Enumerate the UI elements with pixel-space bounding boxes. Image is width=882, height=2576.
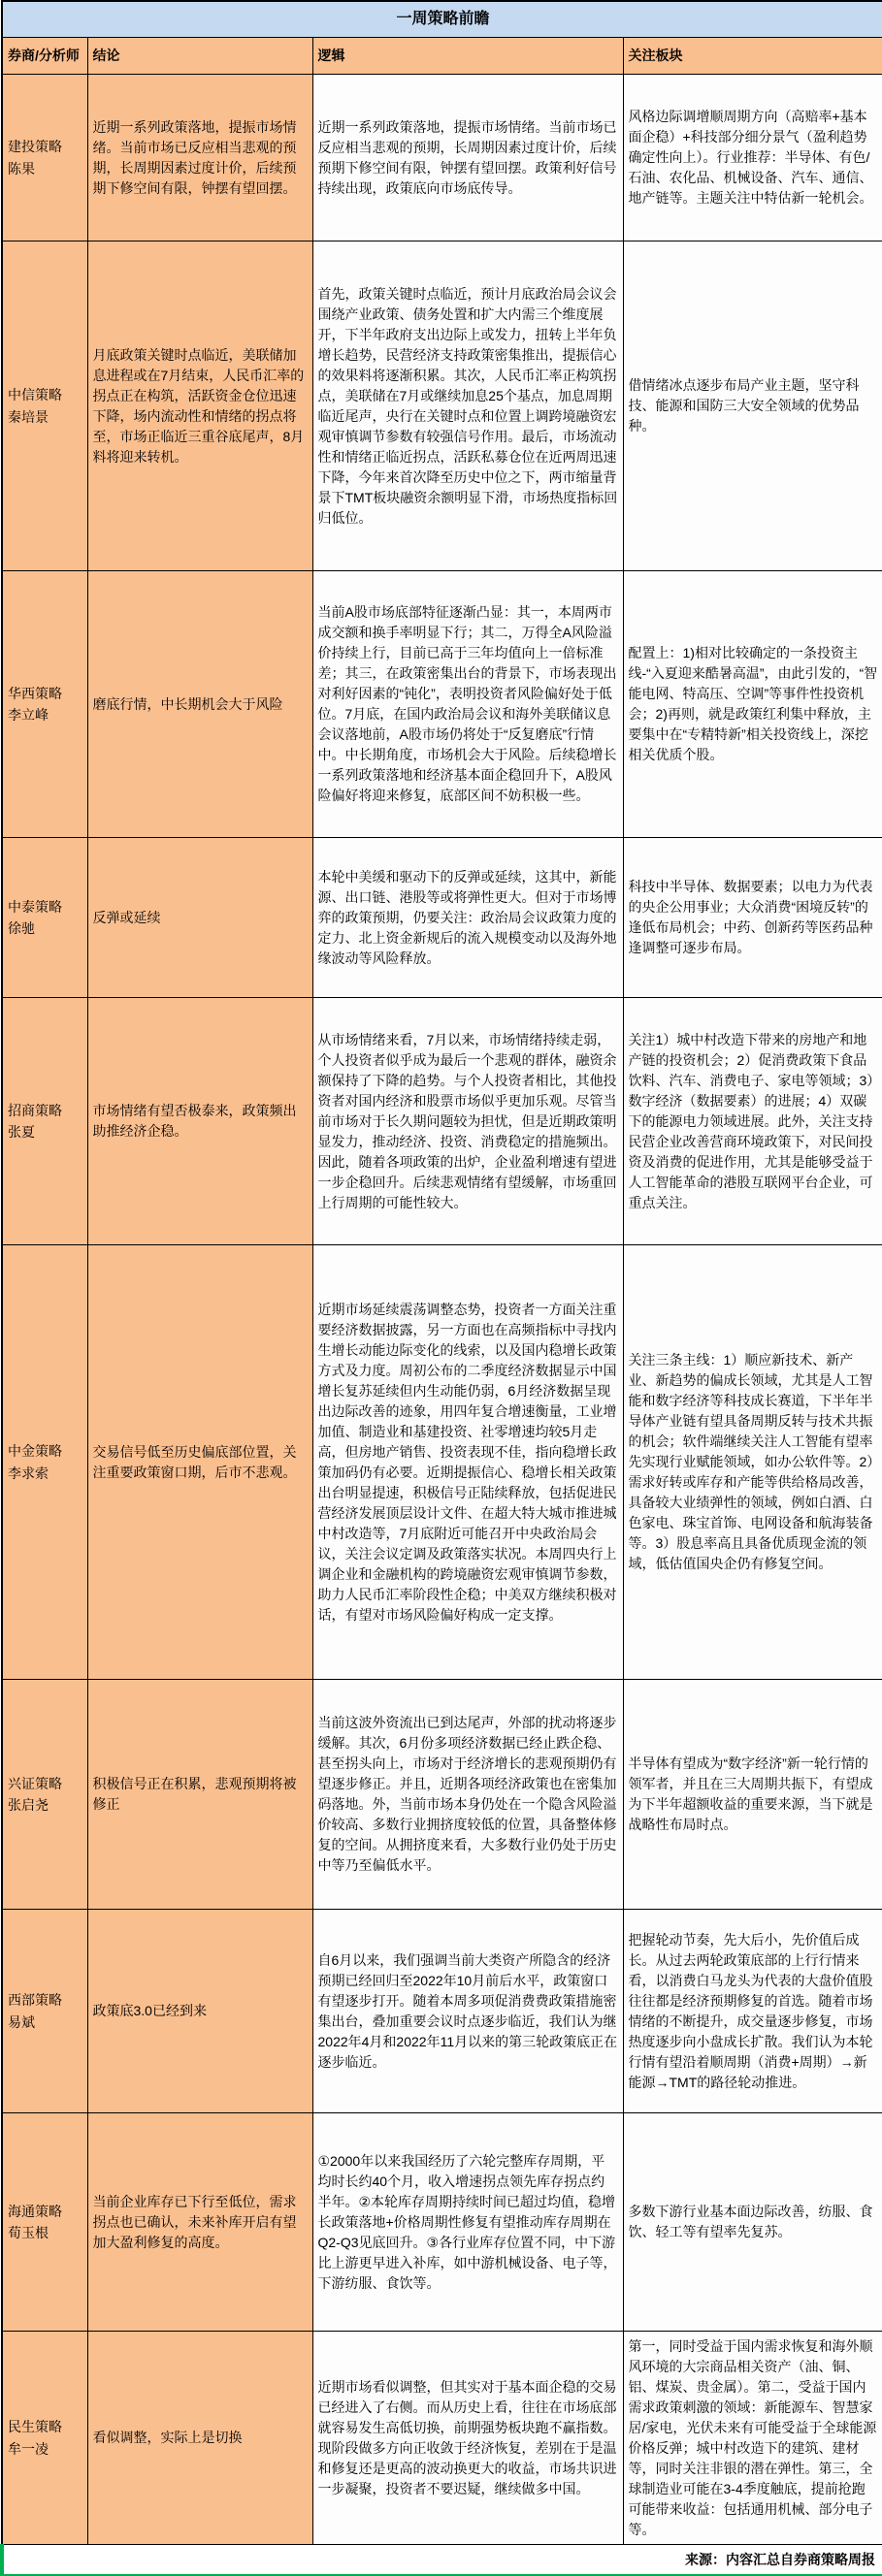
column-header-sectors: 关注板块: [623, 38, 882, 75]
analyst-name: 李求索: [8, 1465, 49, 1481]
broker-name: 海通策略: [8, 2203, 62, 2219]
sectors-cell: 多数下游行业基本面边际改善，纺服、食饮、轻工等有望率先复苏。: [623, 2113, 882, 2332]
logic-cell: 自6月以来，我们强调当前大类资产所隐含的经济预期已经回归至2022年10月前后水平，政策窗口有望逐步打开。随着本周多项促消费费政策措施密集出台，叠加重要会议时点逐步临近，我们认为继2022年4月和2022年11月以来的第三轮政策底正在逐步临近。: [312, 1910, 623, 2113]
analyst-name: 易斌: [8, 2013, 35, 2030]
logic-cell: 首先，政策关键时点临近，预计月底政治局会议会围绕产业政策、债务处置和扩大内需三个维度展开，下半年政府支出边际上或发力，扭转上半年负增长趋势，民营经济支持政策密集推出，提振信心的效果料将逐渐积累。其次，人民币汇率正构筑拐点，美联储在7月或继续加息25个基点，加息周期临近尾声，央行在关键时点和位置上调跨境融资宏观审慎调节参数有较强信号作用。最后，市场流动性和情绪正临近拐点，活跃私募仓位在近两周迅速下降，今年来首次降至历史中位之下，两市缩量背景下TMT板块融资余额明显下滑，市场热度指标回归低位。: [312, 242, 623, 571]
column-header-conclusion: 结论: [87, 38, 312, 75]
sectors-cell: 科技中半导体、数据要素；以电力为代表的央企公用事业；大众消费“困境反转”的逢低布局机会；中药、创新药等医药品种逢调整可逐步布局。: [623, 838, 882, 998]
sectors-cell: 把握轮动节奏，先大后小，先价值后成长。从过去两轮政策底部的上行行情来看，以消费白马龙头为代表的大盘价值股往往都是经济预期修复的首选。随着市场情绪的不断提升，成交量逐步修复，市场热度逐步向小盘成长扩散。我们认为本轮行情有望沿着顺周期（消费+周期）→新能源→TMT的路径轮动推进。: [623, 1910, 882, 2113]
conclusion-cell: 看似调整，实际上是切换: [87, 2332, 312, 2545]
sectors-cell: 风格边际调增顺周期方向（高赔率+基本面企稳）+科技部分细分景气（盈利趋势确定性向上）。行业推荐：半导体、有色/石油、农化品、机械设备、汽车、通信、地产链等。主题关注中特估新一轮机会。: [623, 75, 882, 242]
column-header-broker-analyst: 券商/分析师: [2, 38, 87, 75]
broker-analyst-cell: [2, 838, 87, 998]
conclusion-cell: 当前企业库存已下行至低位，需求拐点也已确认，未来补库开启有望加大盈利修复的高度。: [87, 2113, 312, 2332]
broker-analyst-cell: [2, 1910, 87, 2113]
table-row: [2, 571, 882, 838]
sectors-cell: 借情绪冰点逐步布局产业主题，坚守科技、能源和国防三大安全领域的优势品种。: [623, 242, 882, 571]
broker-name: 建投策略: [8, 139, 62, 155]
broker-name: 中信策略: [8, 387, 62, 403]
sectors-cell: 配置上：1)相对比较确定的一条投资主线-“入夏迎来酷暑高温”，由此引发的，“智能电网、特高压、空调”等事件性投资机会；2)再则，就是政策红利集中释放，主要集中在“专精特新”相关投资线上，深挖相关优质个股。: [623, 571, 882, 838]
conclusion-cell: 积极信号正在积累，悲观预期将被修正: [87, 1680, 312, 1910]
analyst-name: 张夏: [8, 1124, 35, 1140]
table-row: [2, 75, 882, 242]
broker-name: 中泰策略: [8, 898, 62, 915]
footer-row: [2, 2545, 882, 2576]
logic-cell: 当前A股市场底部特征逐渐凸显：其一，本周两市成交额和换手率明显下行；其二，万得全A风险溢价持续上行，目前已高于三年均值向上一倍标准差；其三，在政策密集出台的背景下，市场表现出对利好因素的“钝化”，表明投资者风险偏好处于低位。7月底，在国内政治局会议和海外美联储议息会议落地前，A股市场仍将处于“反复磨底”行情中。中长期角度，市场机会大于风险。后续稳增长一系列政策落地和经济基本面企稳回升下，A股风险偏好将迎来修复，底部区间不妨积极一些。: [312, 571, 623, 838]
analyst-name: 荀玉根: [8, 2225, 49, 2240]
sectors-cell: 第一，同时受益于国内需求恢复和海外顺风环境的大宗商品相关资产（油、铜、铝、煤炭、贵金属）。第二，受益于国内需求政策刺激的领域：新能源车、智慧家居/家电，光伏未来有可能受益于全球能源价格反弹；城中村改造下的建筑、建材等，同时关注非银的潜在弹性。第三，全球制造业可能在3-4季度触底，提前抢跑可能带来收益：包括通用机械、部分电子等。: [623, 2332, 882, 2545]
conclusion-cell: 磨底行情，中长期机会大于风险: [87, 571, 312, 838]
broker-name: 招商策略: [8, 1102, 62, 1118]
analyst-name: 牟一凌: [8, 2440, 49, 2457]
table-row: [2, 1910, 882, 2113]
table-row: [2, 242, 882, 571]
broker-name: 兴证策略: [8, 1775, 62, 1791]
header-row: [2, 38, 882, 75]
sectors-cell: 关注1）城中村改造下带来的房地产和地产链的投资机会；2）促消费政策下食品饮料、汽车、消费电子、家电等领域；3）数字经济（数据要素）的进展；4）双碳下的能源电力领域进展。此外，关注支持民营企业改善营商环境政策下，对民间投资及消费的促进作用，尤其是能够受益于人工智能革命的港股互联网平台企业，可重点关注。: [623, 998, 882, 1245]
logic-cell: 近期市场看似调整，但其实对于基本面企稳的交易已经进入了右侧。而从历史上看，往往在市场底部就容易发生高低切换，前期强势板块跑不赢指数。现阶段做多方向正收敛于经济恢复，差别在于是温和修复还是更高的波动换更大的收益，市场共识进一步凝聚，投资者不要迟疑，继续做多中国。: [312, 2332, 623, 2545]
broker-analyst-cell: [2, 75, 87, 242]
broker-analyst-cell: [2, 242, 87, 571]
analyst-name: 张启尧: [8, 1797, 49, 1813]
logic-cell: 当前这波外资流出已到达尾声，外部的扰动将逐步缓解。其次，6月份多项经济数据已经止跌企稳、甚至拐头向上，市场对于经济增长的悲观预期仍有望逐步修正。并且，近期各项经济政策也在密集加码落地。外，当前市场本身仍处在一个隐含风险溢价较高、多数行业拥挤度较低的位置，具备整体修复的空间。从拥挤度来看，大多数行业仍处于历史中等乃至偏低水平。: [312, 1680, 623, 1910]
logic-cell: 近期一系列政策落地，提振市场情绪。当前市场已反应相当悲观的预期，长周期因素过度计价，后续预期下修空间有限，钟摆有望回摆。政策利好信号持续出现，政策底向市场底传导。: [312, 75, 623, 242]
analyst-name: 秦培景: [8, 408, 49, 425]
logic-cell: 从市场情绪来看，7月以来，市场情绪持续走弱，个人投资者似乎成为最后一个悲观的群体，融资余额保持了下降的趋势。与个人投资者相比，其他投资者对国内经济和股票市场似乎更加乐观。尽管当前市场对于长久期问题较为担忧，但是近期政策明显发力，推动经济、投资、消费稳定的措施频出。因此，随着各项政策的出炉，企业盈利增速有望进一步企稳回升。后续悲观情绪有望缓解，市场重回上行周期的可能性较大。: [312, 998, 623, 1245]
analyst-name: 李立峰: [8, 707, 49, 723]
column-header-logic: 逻辑: [312, 38, 623, 75]
broker-analyst-cell: [2, 571, 87, 838]
conclusion-cell: 政策底3.0已经到来: [87, 1910, 312, 2113]
conclusion-cell: 近期一系列政策落地，提振市场情绪。当前市场已反应相当悲观的预期，长周期因素过度计价，后续预期下修空间有限，钟摆有望回摆。: [87, 75, 312, 242]
table-row: [2, 2113, 882, 2332]
table-row: [2, 1245, 882, 1680]
conclusion-cell: 反弹或延续: [87, 838, 312, 998]
analyst-name: 徐驰: [8, 920, 35, 936]
broker-name: 中金策略: [8, 1443, 62, 1460]
analyst-name: 陈果: [8, 160, 35, 177]
broker-name: 民生策略: [8, 2419, 62, 2435]
broker-name: 华西策略: [8, 685, 62, 701]
page-title: 一周策略前瞻: [2, 1, 882, 38]
table-row: [2, 1680, 882, 1910]
title-row: [2, 1, 882, 38]
logic-cell: ①2000年以来我国经历了六轮完整库存周期，平均时长约40个月，收入增速拐点领先库存拐点约半年。②本轮库存周期持续时间已超过均值，稳增长政策落地+价格周期性修复有望推动库存周期在Q2-Q3见底回升。③各行业库存位置不同，中下游比上游更早进入补库，如中游机械设备、电子等，下游纺服、食饮等。: [312, 2113, 623, 2332]
broker-analyst-cell: [2, 1680, 87, 1910]
broker-analyst-cell: [2, 2332, 87, 2545]
table-row: [2, 998, 882, 1245]
sectors-cell: 关注三条主线：1）顺应新技术、新产业、新趋势的偏成长领域，尤其是人工智能和数字经济等科技成长赛道，下半年半导体产业链有望具备周期反转与技术共振的机会；软件端继续关注人工智能有望率先实现行业赋能领域，如办公软件等。2）需求好转或库存和产能等供给格局改善，具备较大业绩弹性的领域，例如白酒、白色家电、珠宝首饰、电网设备和航海装备等。3）股息率高且具备优质现金流的领域，低估值国央企仍有修复空间。: [623, 1245, 882, 1680]
conclusion-cell: 交易信号低至历史偏底部位置，关注重要政策窗口期，后市不悲观。: [87, 1245, 312, 1680]
table-row: [2, 2332, 882, 2545]
table-row: [2, 838, 882, 998]
broker-name: 西部策略: [8, 1992, 62, 2009]
broker-analyst-cell: [2, 998, 87, 1245]
logic-cell: 本轮中美缓和驱动下的反弹或延续，这其中，新能源、出口链、港股等或将弹性更大。但对于市场博弈的政策预期，仍要关注：政治局会议政策力度的定力、北上资金新规后的流入规模变动以及海外地缘波动等风险释放。: [312, 838, 623, 998]
broker-analyst-cell: [2, 2113, 87, 2332]
sectors-cell: 半导体有望成为“数字经济”新一轮行情的领军者，并且在三大周期共振下，有望成为下半年超额收益的重要来源，当下就是战略性布局时点。: [623, 1680, 882, 1910]
conclusion-cell: 月底政策关键时点临近，美联储加息进程或在7月结束，人民币汇率的拐点正在构筑，活跃资金仓位迅速下降，场内流动性和情绪的拐点将至，市场正临近三重谷底尾声，8月料将迎来转机。: [87, 242, 312, 571]
logic-cell: 近期市场延续震荡调整态势，投资者一方面关注重要经济数据披露，另一方面也在高频指标中寻找内生增长动能边际变化的线索，以及国内稳增长政策方式及力度。周初公布的二季度经济数据显示中国增长复苏延续但内生动能仍弱，6月经济数据呈现出边际改善的迹象，用四年复合增速衡量，工业增加值、制造业和基建投资、社零增速均较5月走高，但房地产销售、投资表现不佳，指向稳增长政策加码仍有必要。近期提振信心、稳增长相关政策出台明显提速，积极信号正陆续释放，包括促进民营经济发展顶层设计文件、在超大特大城市推进城中村改造等，7月底附近可能召开中央政治局会议，关注会议定调及政策落实状况。本周四央行上调企业和金融机构的跨境融资宏观审慎调节参数，助力人民币汇率阶段性企稳；中美双方继续积极对话，有望对市场风险偏好构成一定支撑。: [312, 1245, 623, 1680]
source-note: 来源：内容汇总自券商策略周报: [2, 2545, 882, 2576]
conclusion-cell: 市场情绪有望否极泰来，政策频出助推经济企稳。: [87, 998, 312, 1245]
broker-analyst-cell: [2, 1245, 87, 1680]
